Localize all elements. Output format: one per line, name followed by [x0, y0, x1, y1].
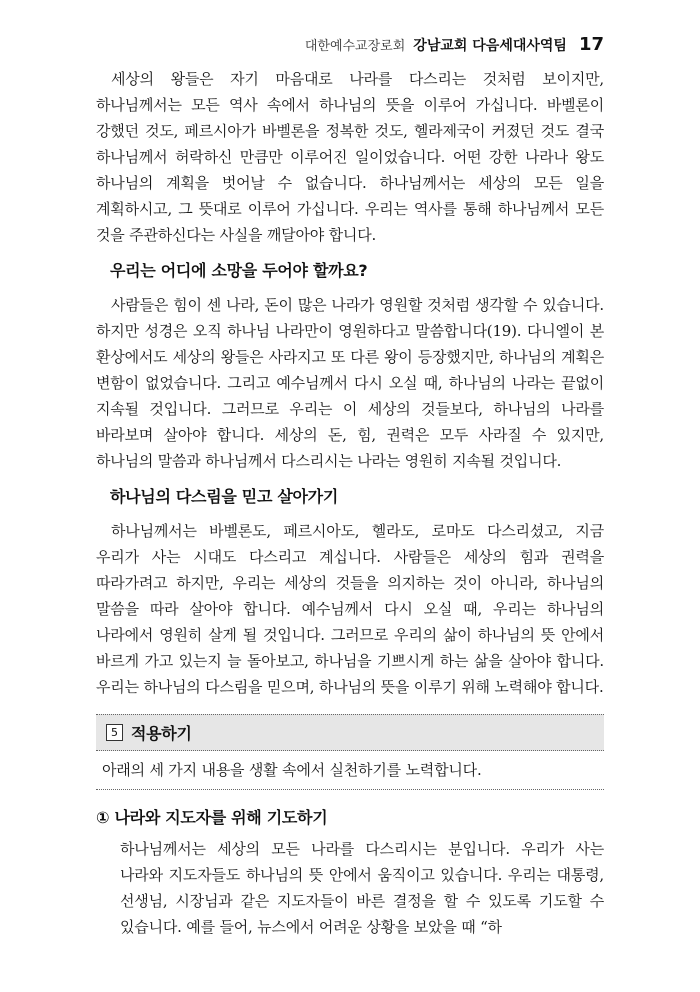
- running-header: [305, 34, 604, 55]
- page-number: 17: [578, 34, 604, 55]
- apply-description: 아래의 세 가지 내용을 생활 속에서 실천하기를 노력합니다.: [96, 759, 604, 790]
- apply-number-box: 5: [106, 724, 123, 741]
- paragraph-hope: 사람들은 힘이 센 나라, 돈이 많은 나라가 영원할 것처럼 생각할 수 있습니다. 하지만 성경은 오직 하나님 나라만이 영원하다고 말씀합니다(19). 다니엘이 본 환상에서도 세상의 왕들은 사라지고 또 다른 왕이 등장했지만, 하나님의 계획은 변함이 없었습니다. 그리고 예수님께서 다시 오실 때, 하나님의 나라는 끝없이 지속될 것입니다. 그러므로 우리는 이 세상의 것들보다, 하나님의 나라를 바라보며 살아야 합니다. 세상의 돈, 힘, 권력은 모두 사라질 수 있지만, 하나님의 말씀과 하나님께서 다스리시는 나라는 영원히 지속될 것입니다.: [96, 296, 604, 470]
- point-1-body: 하나님께서는 세상의 모든 나라를 다스리시는 분입니다. 우리가 사는 나라와 지도자들도 하나님의 뜻 안에서 움직이고 있습니다. 우리는 대통령, 선생님, 시장님과 같은 지도자들이 바른 결정을 할 수 있도록 기도할 수 있습니다. 예를 들어, 뉴스에서 어려운 상황을 보았을 때 “하: [120, 840, 604, 936]
- header-org: 대한예수교장로회: [304, 39, 406, 54]
- header-church: 강남교회 다음세대사역팀: [413, 38, 567, 54]
- subheading-hope: 우리는 어디에 소망을 두어야 할까요?: [110, 261, 368, 280]
- subheading-reign: 하나님의 다스림을 믿고 살아가기: [110, 487, 338, 506]
- main-content: [96, 66, 604, 940]
- point-1-title: ① 나라와 지도자를 위해 기도하기: [96, 808, 328, 827]
- apply-title: 적용하기: [131, 724, 192, 743]
- paragraph-reign: 하나님께서는 바벨론도, 페르시아도, 헬라도, 로마도 다스리셨고, 지금 우리가 사는 시대도 다스리고 계십니다. 사람들은 세상의 힘과 권력을 따라가려고 하지만, 우리는 세상의 것들을 의지하는 것이 아니라, 하나님의 말씀을 따라 살아야 합니다. 예수님께서 다시 오실 때, 우리는 하나님의 나라에서 영원히 살게 될 것입니다. 그러므로 우리의 삶이 하나님의 뜻 안에서 바르게 가고 있는지 늘 돌아보고, 하나님을 기쁘시게 하는 삶을 살아야 합니다. 우리는 하나님의 다스림을 믿으며, 하나님의 뜻을 이루기 위해 노력해야 합니다.: [96, 522, 604, 696]
- apply-section-header: [96, 714, 604, 751]
- paragraph-history: 세상의 왕들은 자기 마음대로 나라를 다스리는 것처럼 보이지만, 하나님께서는 모든 역사 속에서 하나님의 뜻을 이루어 가십니다. 바벨론이 강했던 것도, 페르시아가 바벨론을 정복한 것도, 헬라제국이 커졌던 것도 결국 하나님께서 허락하신 만큼만 이루어진 일이었습니다. 어떤 강한 나라나 왕도 하나님의 계획을 벗어날 수 없습니다. 하나님께서는 세상의 모든 일을 계획하시고, 그 뜻대로 이루어 가십니다. 우리는 역사를 통해 하나님께서 모든 것을 주관하신다는 사실을 깨달아야 합니다.: [96, 70, 604, 244]
